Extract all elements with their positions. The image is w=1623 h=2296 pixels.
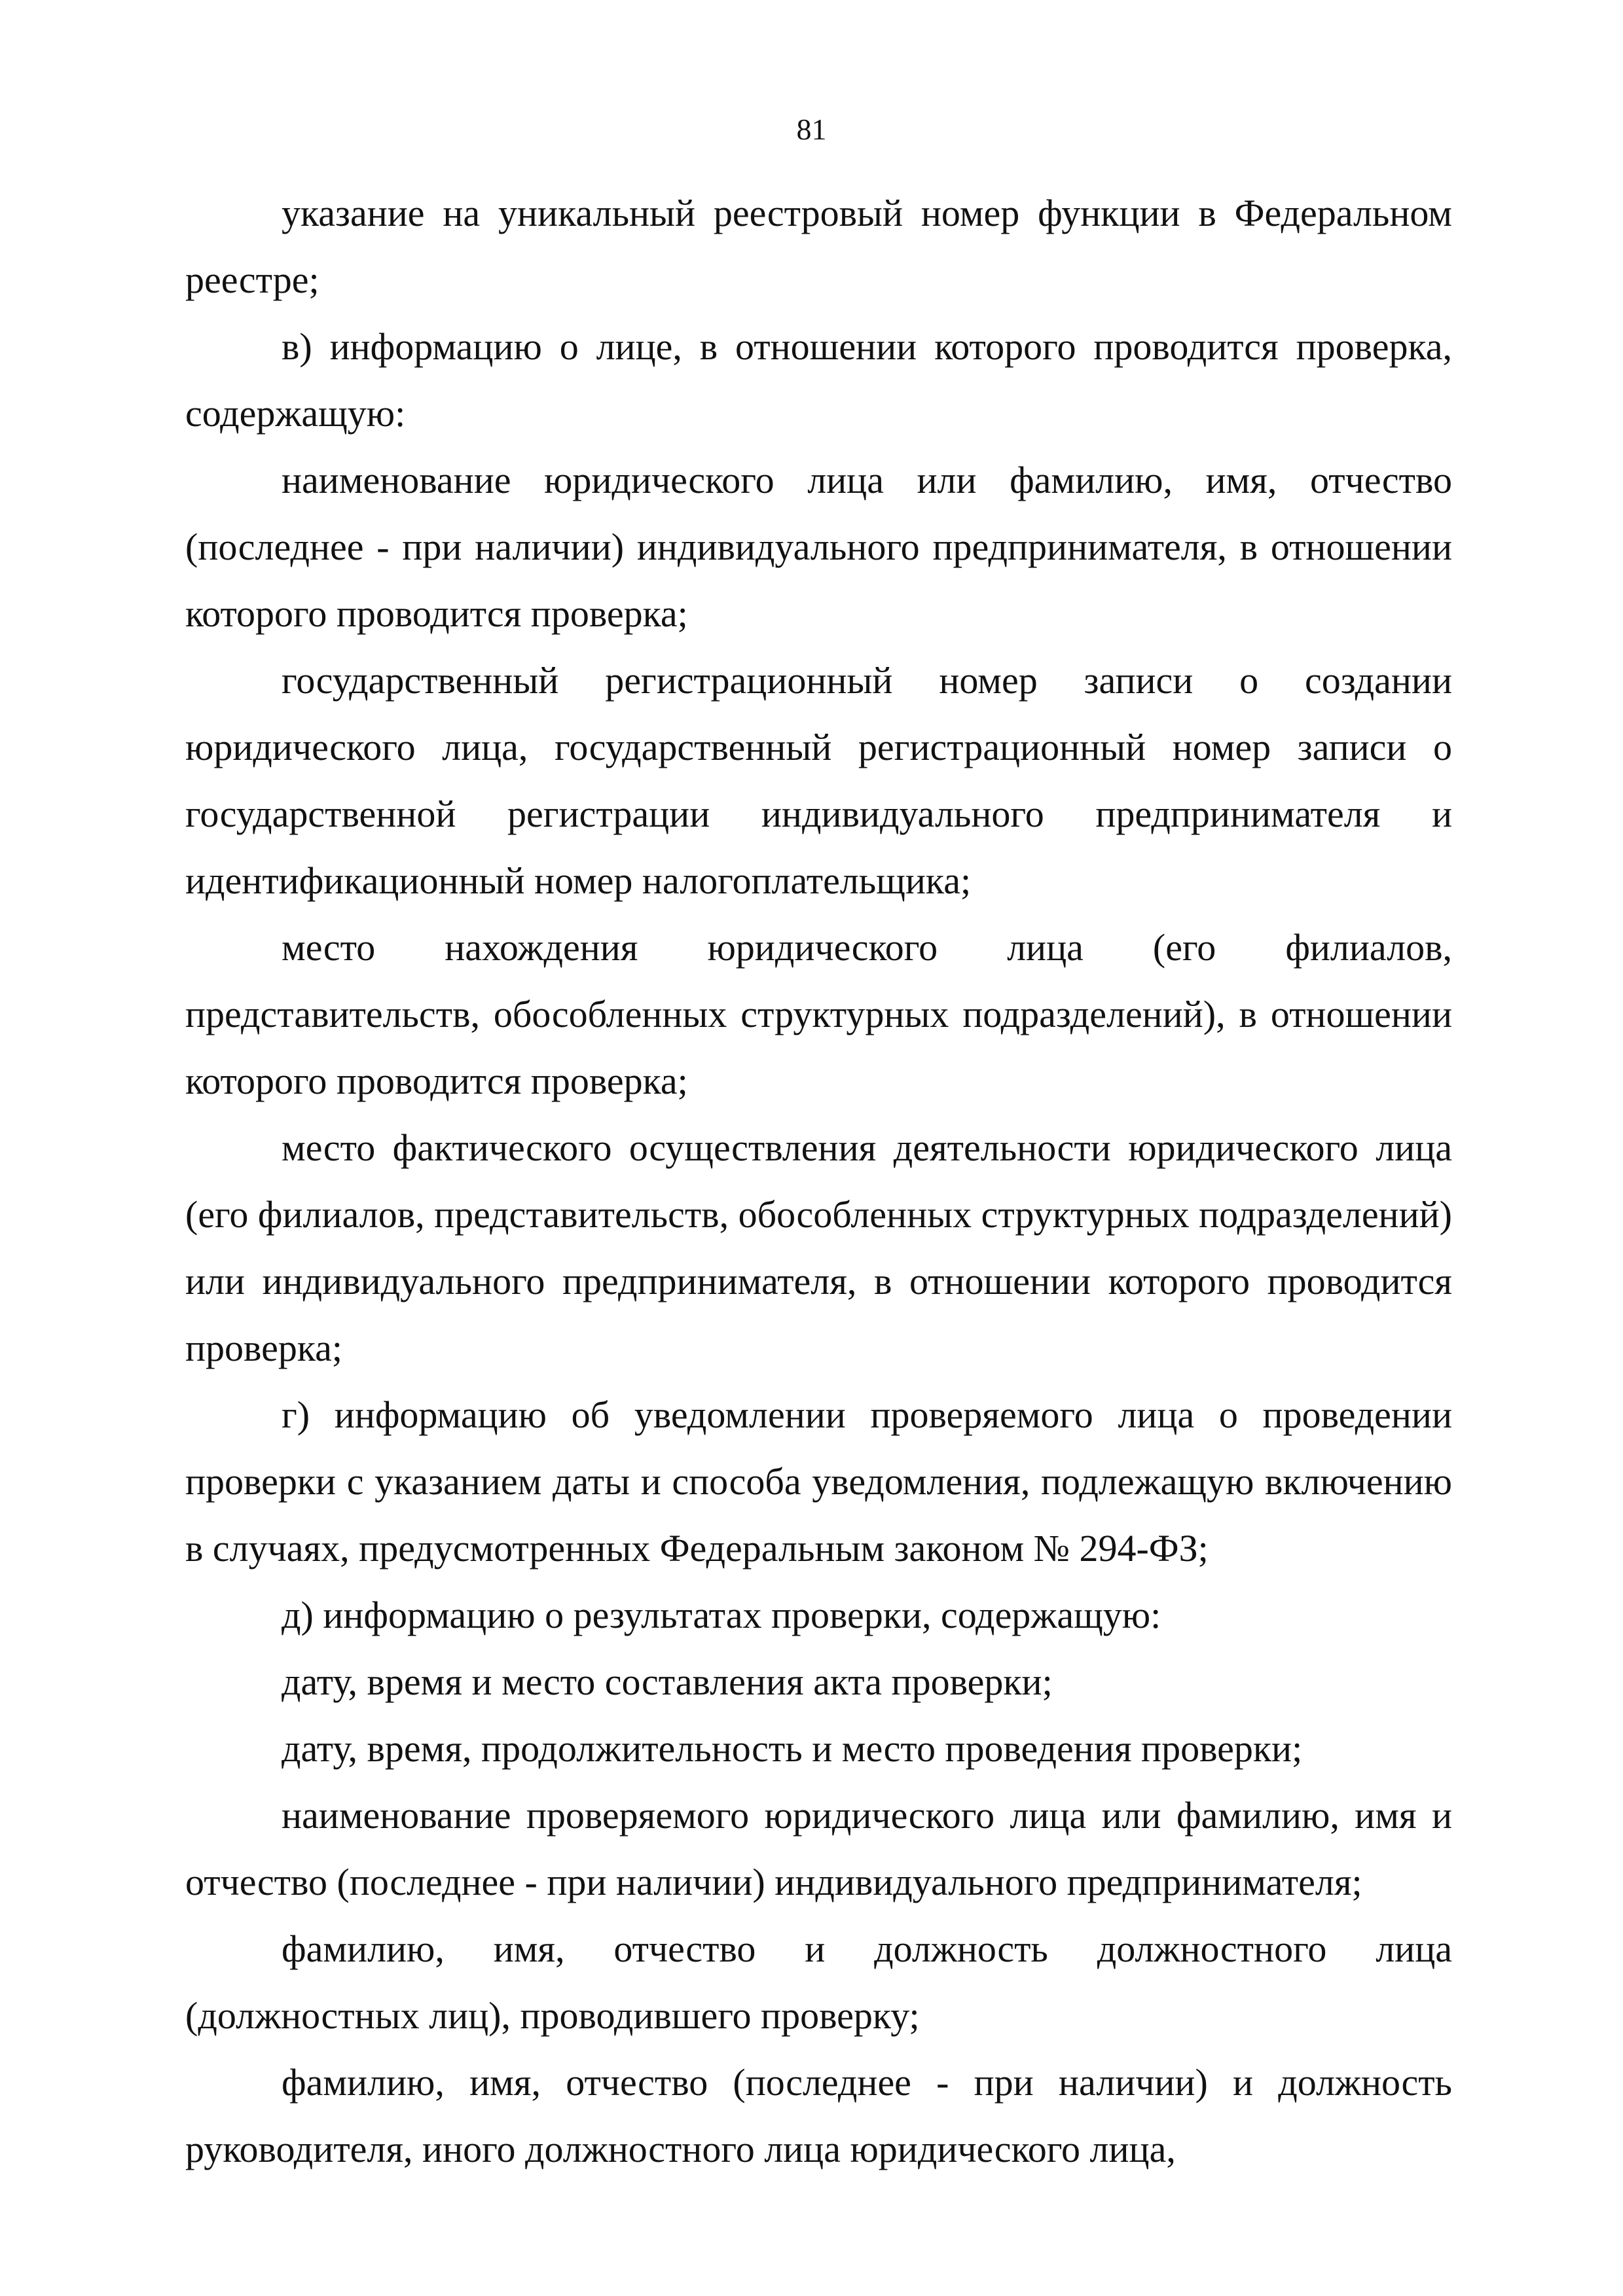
- paragraph-entity-head: фамилию, имя, отчество (последнее - при наличии) и должность руководителя, иного должностного лица юридического лица,: [185, 2061, 1452, 2170]
- paragraph-item-g: г) информацию об уведомлении проверяемого лица о проведении проверки с указанием даты и способа уведомления, подлежащую включению в случаях, предусмотренных Федеральным законом № 294-ФЗ;: [185, 1393, 1452, 1570]
- paragraph-act-date: дату, время и место составления акта проверки;: [282, 1660, 1053, 1703]
- paragraph-entity-name: наименование юридического лица или фамилию, имя, отчество (последнее - при наличии) индивидуального предпринимателя, в отношении которого проводится проверка;: [185, 459, 1452, 635]
- paragraph-registry-number: указание на уникальный реестровый номер функции в Федеральном реестре;: [185, 192, 1452, 301]
- paragraph-registration-number: государственный регистрационный номер записи о создании юридического лица, государственный регистрационный номер записи о государственной регистрации индивидуального предпринимателя и идентификационный номер налогоплательщика;: [185, 659, 1452, 902]
- paragraph-item-v: в) информацию о лице, в отношении которого проводится проверка, содержащую:: [185, 325, 1452, 435]
- page-number: 81: [796, 113, 827, 146]
- document-body: [185, 180, 1452, 2183]
- paragraph-item-d: д) информацию о результатах проверки, содержащую:: [282, 1594, 1161, 1636]
- paragraph-entity-location: место нахождения юридического лица (его филиалов, представительств, обособленных структурных подразделений), в отношении которого проводится проверка;: [185, 926, 1452, 1102]
- paragraph-inspector: фамилию, имя, отчество и должность должностного лица (должностных лиц), проводившего проверку;: [185, 1928, 1452, 2037]
- paragraph-inspection-date: дату, время, продолжительность и место проведения проверки;: [282, 1727, 1303, 1770]
- paragraph-inspected-entity: наименование проверяемого юридического лица или фамилию, имя и отчество (последнее - при наличии) индивидуального предпринимателя;: [185, 1794, 1452, 1903]
- paragraph-activity-location: место фактического осуществления деятельности юридического лица (его филиалов, представительств, обособленных структурных подразделений) или индивидуального предпринимателя, в отношении которого проводится проверка;: [185, 1126, 1452, 1369]
